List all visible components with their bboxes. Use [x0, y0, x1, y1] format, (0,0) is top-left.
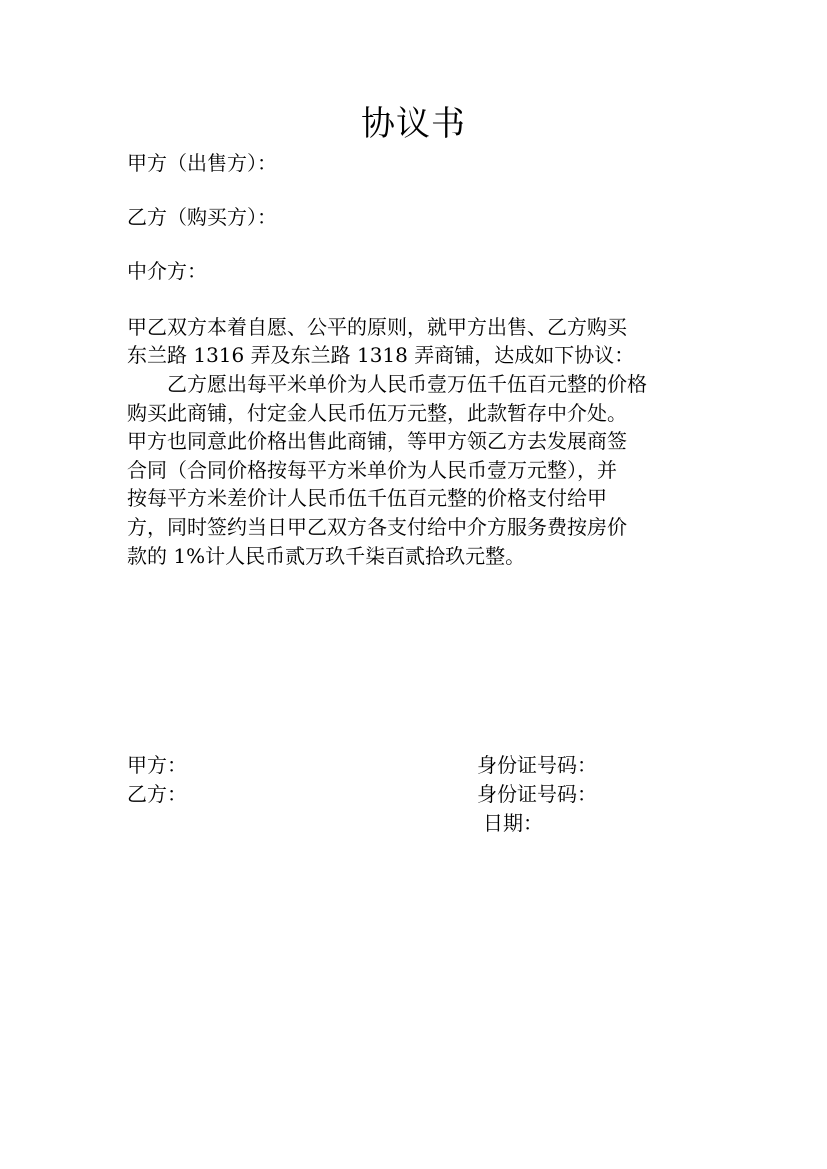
body-line-4: 合同（合同价格按每平方米单价为人民币壹万元整），并 — [127, 457, 617, 482]
signature-id-b: 身份证号码： — [477, 782, 597, 806]
agreement-body — [127, 370, 647, 570]
agent-line: 中介方： — [127, 259, 207, 283]
party-b-line: 乙方（购买方）： — [127, 205, 277, 229]
body-line-3: 甲方也同意此价格出售此商铺，等甲方领乙方去发展商签 — [127, 429, 627, 454]
party-a-line: 甲方（出售方）： — [127, 151, 277, 175]
intro-line-2: 东兰路 1316 弄及东兰路 1318 弄商铺，达成如下协议： — [127, 343, 635, 367]
document-title: 协议书 — [361, 104, 466, 144]
signature-id-a: 身份证号码： — [477, 753, 597, 777]
intro-line-1: 甲乙双方本着自愿、公平的原则，就甲方出售、乙方购买 — [127, 315, 627, 339]
signature-party-a: 甲方： — [127, 753, 187, 777]
body-line-2: 购买此商铺，付定金人民币伍万元整，此款暂存中介处。 — [127, 400, 627, 425]
signature-date: 日期： — [483, 811, 543, 835]
body-line-1: 乙方愿出每平米单价为人民币壹万伍千伍百元整的价格 — [167, 372, 647, 396]
body-line-5: 按每平方米差价计人民币伍千伍百元整的价格支付给甲 — [127, 486, 607, 511]
body-line-6: 方，同时签约当日甲乙双方各支付给中介方服务费按房价 — [127, 514, 627, 539]
signature-party-b: 乙方： — [127, 782, 187, 806]
body-line-7: 款的 1%计人民币贰万玖千柒百贰拾玖元整。 — [127, 543, 526, 568]
